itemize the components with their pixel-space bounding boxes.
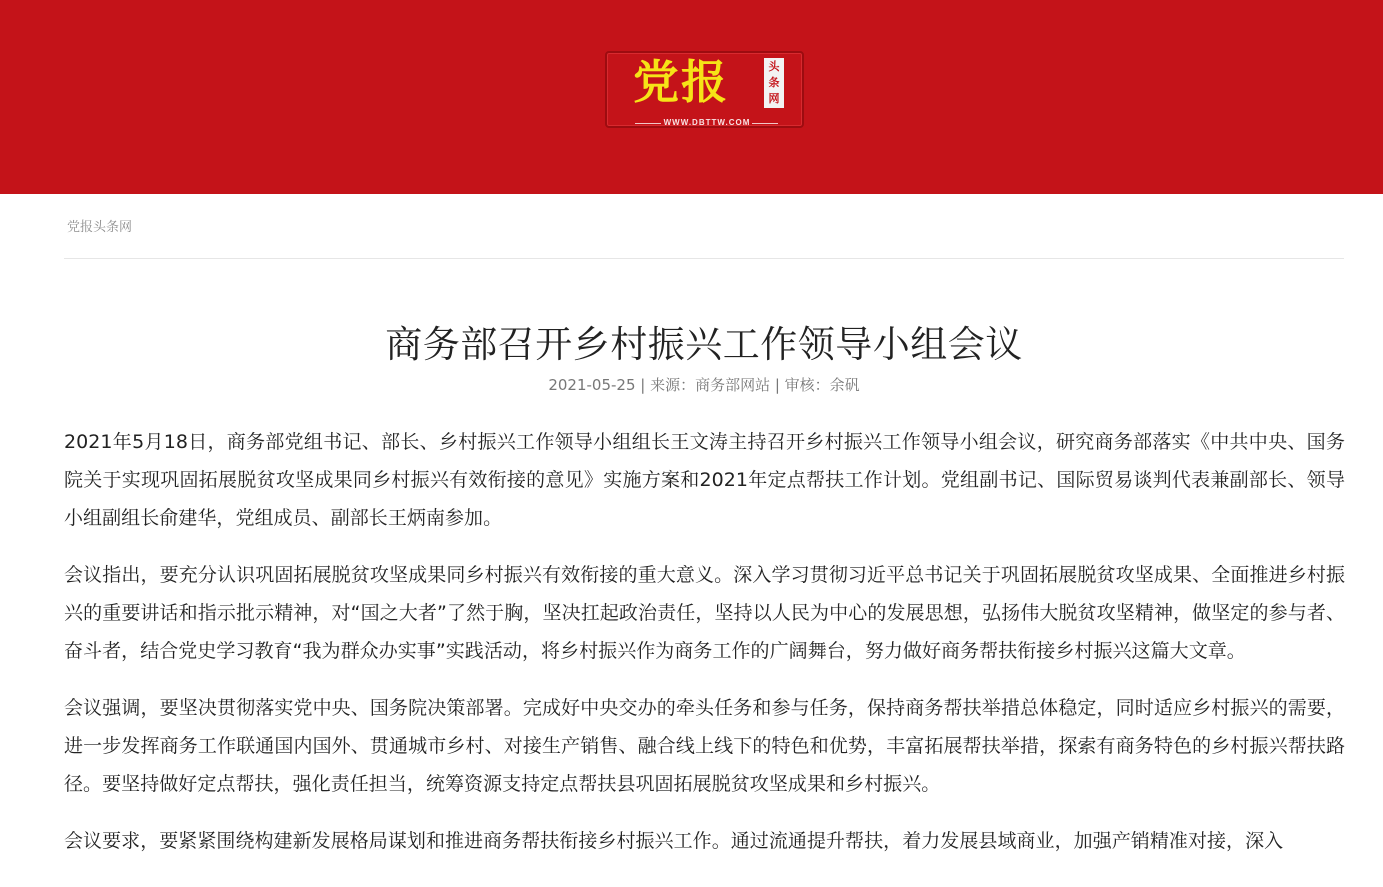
logo-side-char: 头 [768,60,780,73]
article-paragraph: 会议要求，要紧紧围绕构建新发展格局谋划和推进商务帮扶衔接乡村振兴工作。通过流通提升帮扶，着力发展县域商业，加强产销精准对接，深入 [64,830,1284,852]
logo-side-badge [764,58,784,108]
article-paragraph: 2021年5月18日，商务部党组书记、部长、乡村振兴工作领导小组组长王文涛主持召开乡村振兴工作领导小组会议，研究商务部落实《中共中央、国务院关于实现巩固拓展脱贫攻坚成果同乡村振兴有效衔接的意见》实施方案和2021年定点帮扶工作计划。党组副书记、国际贸易谈判代表兼副部长、领导小组副组长俞建华，党组成员、副部长王炳南参加。 [64,431,1345,529]
article-body [64,423,1345,879]
logo-divider-left [635,123,661,124]
logo-url: WWW.DBTTW.COM [663,118,751,127]
logo-main-text: 党报 [633,55,729,109]
article-meta: 2021-05-25 | 来源：商务部网站 | 审核：余矾 [548,376,860,394]
content-divider [64,258,1344,259]
logo-divider-right [752,123,778,124]
article-paragraph: 会议强调，要坚决贯彻落实党中央、国务院决策部署。完成好中央交办的牵头任务和参与任务，保持商务帮扶举措总体稳定，同时适应乡村振兴的需要，进一步发挥商务工作联通国内国外、贯通城市乡村、对接生产销售、融合线上线下的特色和优势，丰富拓展帮扶举措，探索有商务特色的乡村振兴帮扶路径。要坚持做好定点帮扶，强化责任担当，统筹资源支持定点帮扶县巩固拓展脱贫攻坚成果和乡村振兴。 [64,697,1345,795]
article-title: 商务部召开乡村振兴工作领导小组会议 [385,322,1023,366]
logo-side-char: 网 [768,92,780,105]
breadcrumb[interactable] [67,217,132,237]
site-logo[interactable] [605,51,804,128]
article-paragraph: 会议指出，要充分认识巩固拓展脱贫攻坚成果同乡村振兴有效衔接的重大意义。深入学习贯彻习近平总书记关于巩固拓展脱贫攻坚成果、全面推进乡村振兴的重要讲话和指示批示精神，对“国之大者”了然于胸，坚决扛起政治责任，坚持以人民为中心的发展思想，弘扬伟大脱贫攻坚精神，做坚定的参与者、奋斗者，结合党史学习教育“我为群众办实事”实践活动，将乡村振兴作为商务工作的广阔舞台，努力做好商务帮扶衔接乡村振兴这篇大文章。 [64,564,1345,662]
site-header [0,0,1383,194]
logo-side-char: 条 [768,76,780,89]
breadcrumb-site-link[interactable]: 党报头条网 [67,219,133,234]
